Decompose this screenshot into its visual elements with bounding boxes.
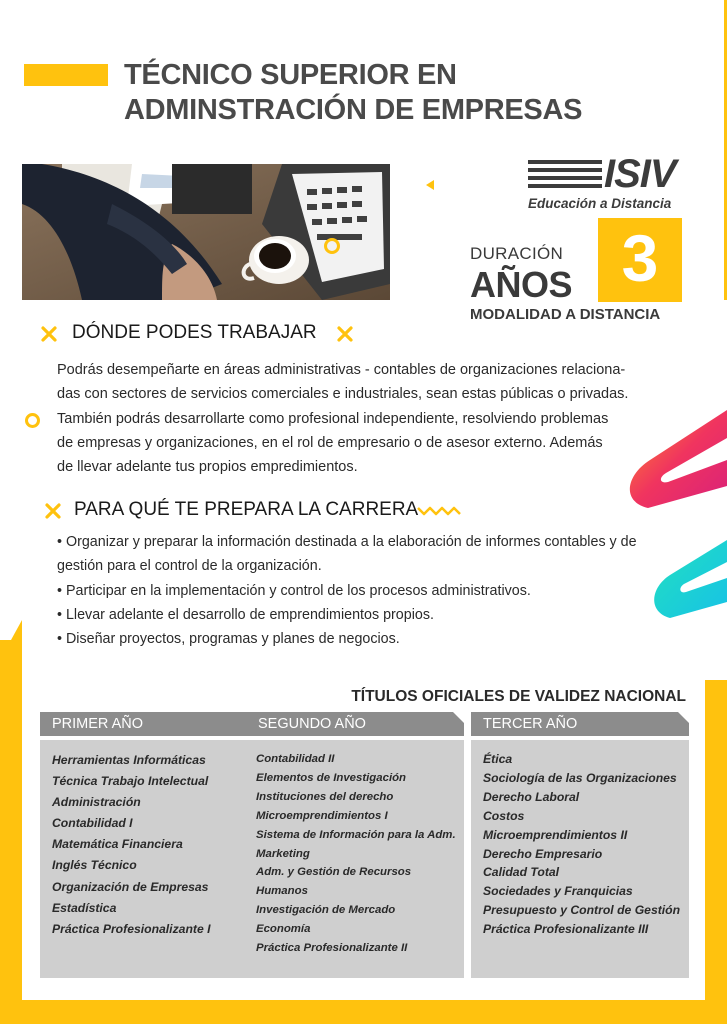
subject-item: Sistema de Información para la Adm. xyxy=(256,828,456,841)
subject-item: Sociedades y Franquicias xyxy=(483,884,633,899)
subject-item: Matemática Financiera xyxy=(52,837,183,852)
year-column-header: TERCER AÑO xyxy=(471,712,689,736)
subject-item: Contabilidad II xyxy=(256,753,335,765)
year-column-header: SEGUNDO AÑO xyxy=(246,712,464,736)
frame-left xyxy=(0,640,22,1024)
logo-tagline: Educación a Distancia xyxy=(528,196,672,211)
subject-item: Marketing xyxy=(256,847,310,860)
list-item: • Diseñar proyectos, programas y planes de negocios. xyxy=(57,631,400,648)
where-to-work-text xyxy=(57,358,667,479)
year-column-first xyxy=(40,712,258,980)
arrow-decoration xyxy=(426,180,434,190)
office-photo xyxy=(22,164,390,300)
office-photo-illustration xyxy=(22,164,390,300)
photo-ring-decoration xyxy=(324,238,340,254)
zigzag-icon xyxy=(416,505,464,517)
year-column-third xyxy=(471,712,689,980)
swoosh-decoration xyxy=(600,390,727,660)
prepares-for-title: PARA QUÉ TE PREPARA LA CARRERA xyxy=(74,499,419,520)
cross-mark-icon xyxy=(44,502,62,520)
subject-item: Ética xyxy=(483,752,513,766)
subject-item: Economía xyxy=(256,923,311,936)
where-to-work-title: DÓNDE PODES TRABAJAR xyxy=(72,322,317,343)
subject-item: Contabilidad I xyxy=(52,816,133,831)
frame-bottom xyxy=(0,1000,727,1024)
subject-item: Organización de Empresas xyxy=(52,879,209,894)
list-item: • Organizar y preparar la información destinada a la elaboración de informes contables y de xyxy=(57,534,637,550)
subject-list xyxy=(246,740,464,978)
logo-wordmark: ISIV xyxy=(604,152,676,196)
subject-item: Administración xyxy=(52,795,141,810)
year-column-second xyxy=(246,712,464,980)
list-item: gestión para el control de la organización. xyxy=(57,558,322,575)
ring-decoration xyxy=(25,413,40,428)
cross-mark-icon xyxy=(40,325,58,343)
text-line: de empresas y organizaciones, en el rol de empresario o de asesor externo. Además xyxy=(57,434,603,451)
subject-item: Derecho Empresario xyxy=(483,846,603,861)
text-line: das con sectores de servicios comerciales e industriales, sean estas públicas o privadas. xyxy=(57,386,629,403)
title-accent-bar xyxy=(24,64,108,86)
duration-badge xyxy=(598,218,682,302)
subject-item: Sociología de las Organizaciones xyxy=(483,770,677,785)
duration-label: DURACIÓN xyxy=(470,244,564,263)
subject-item: Microemprendimientos I xyxy=(256,809,388,822)
subject-item: Inglés Técnico xyxy=(52,858,137,873)
subject-item: Práctica Profesionalizante III xyxy=(483,922,649,937)
subject-list xyxy=(40,740,258,978)
text-line: de llevar adelante tus propios empredimientos. xyxy=(57,459,358,476)
subject-item: Herramientas Informáticas xyxy=(52,753,206,767)
list-item: • Llevar adelante el desarrollo de emprendimientos propios. xyxy=(57,606,434,623)
frame-right xyxy=(705,680,727,1024)
title-line-2: ADMINSTRACIÓN DE EMPRESAS xyxy=(124,94,583,126)
subject-item: Técnica Trabajo Intelectual xyxy=(52,774,209,789)
subject-item: Investigación de Mercado xyxy=(256,904,396,917)
prepares-for-list xyxy=(57,530,667,651)
duration-unit: AÑOS xyxy=(470,264,573,305)
logo-stripes xyxy=(528,160,602,196)
duration-mode: MODALIDAD A DISTANCIA xyxy=(470,306,661,323)
subject-list xyxy=(471,740,689,978)
subject-item: Instituciones del derecho xyxy=(256,790,394,803)
subject-item: Microemprendimientos II xyxy=(483,827,628,842)
subject-item: Elementos de Investigación xyxy=(256,771,407,784)
titles-heading: TÍTULOS OFICIALES DE VALIDEZ NACIONAL xyxy=(351,688,686,705)
subject-item: Práctica Profesionalizante I xyxy=(52,921,211,936)
subject-item: Derecho Laboral xyxy=(483,789,580,804)
isiv-logo xyxy=(528,152,688,212)
cross-mark-icon xyxy=(336,325,354,343)
duration-value: 3 xyxy=(621,221,659,295)
subject-item: Presupuesto y Control de Gestión xyxy=(483,903,681,918)
subject-item: Práctica Profesionalizante II xyxy=(256,942,408,955)
subject-item: Adm. y Gestión de Recursos Humanos xyxy=(256,866,412,898)
page-title xyxy=(124,58,582,128)
subject-item: Calidad Total xyxy=(483,865,560,880)
subject-item: Costos xyxy=(483,808,525,823)
year-column-header: PRIMER AÑO xyxy=(40,712,258,736)
text-line: También podrás desarrollarte como profesional independiente, resolviendo problemas xyxy=(57,410,609,427)
subject-item: Estadística xyxy=(52,900,117,915)
list-item: • Participar en la implementación y control de los procesos administrativos. xyxy=(57,582,531,599)
title-line-1: TÉCNICO SUPERIOR EN xyxy=(124,59,457,91)
text-line: Podrás desempeñarte en áreas administrativas - contables de organizaciones relaciona- xyxy=(57,362,626,378)
